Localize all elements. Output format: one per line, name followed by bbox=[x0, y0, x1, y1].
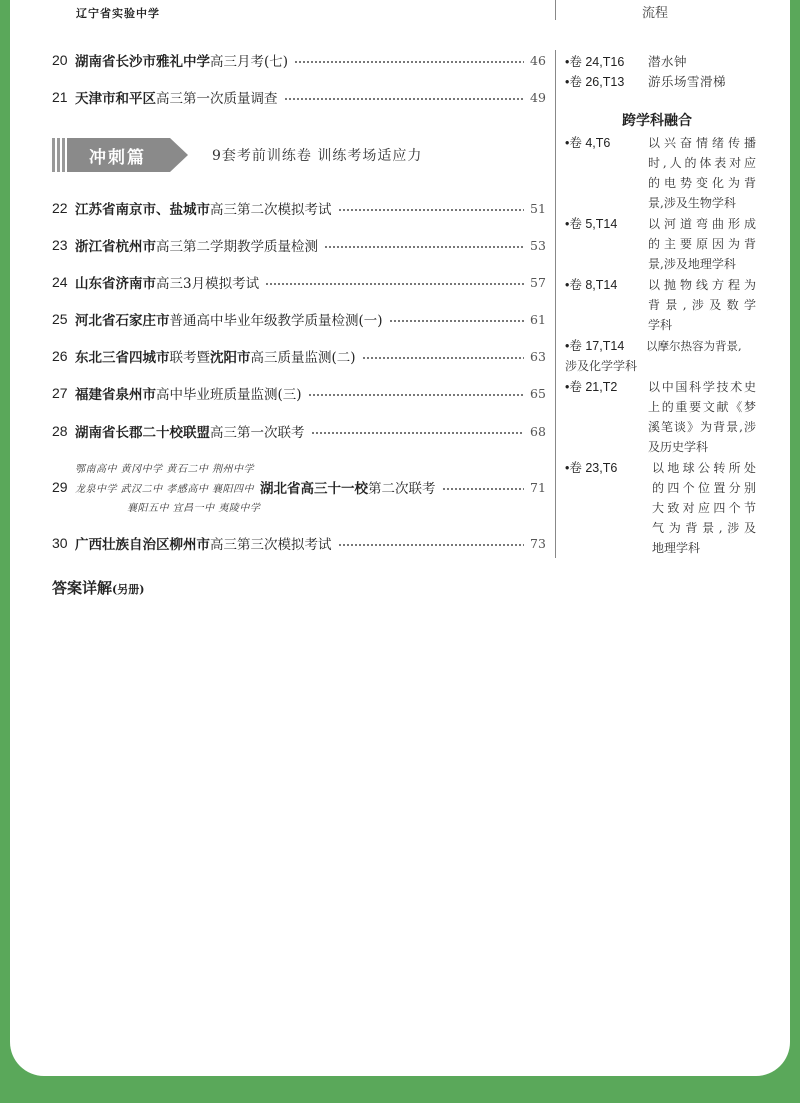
leader-dots bbox=[308, 394, 524, 396]
desc-line: 及历史学科 bbox=[648, 440, 709, 454]
toc-entry-25[interactable] bbox=[52, 309, 544, 329]
entry-title: 高中毕业班质量监测(三) bbox=[156, 387, 302, 403]
desc-line: 景,涉及地理学科 bbox=[648, 257, 736, 271]
entry-page: 46 bbox=[530, 52, 546, 68]
ref-label: •卷 26,T13 bbox=[565, 75, 625, 89]
entry-title: 普通高中毕业年级教学质量检测(一) bbox=[169, 313, 383, 329]
entry-region: 湖北省高三十一校 bbox=[260, 481, 369, 497]
desc-line: 涉及化学学科 bbox=[565, 359, 638, 373]
ref-desc bbox=[646, 336, 758, 356]
entry-region: 福建省泉州市 bbox=[75, 387, 156, 403]
divider-top bbox=[555, 0, 556, 20]
answer-details[interactable] bbox=[52, 577, 144, 598]
toc-entry-28[interactable] bbox=[52, 421, 544, 441]
entry-number: 29 bbox=[52, 479, 68, 495]
ref-label: •卷 8,T14 bbox=[565, 278, 618, 292]
toc-entry-26[interactable] bbox=[52, 346, 544, 366]
desc-line: 以兴奋情绪传播 bbox=[648, 136, 756, 150]
ref-desc bbox=[648, 275, 756, 335]
column-divider bbox=[555, 50, 556, 558]
school-list-line-1: 鄂南高中 黄冈中学 黄石二中 荆州中学 bbox=[75, 464, 255, 475]
desc-line: 以地球公转所处 bbox=[652, 461, 756, 475]
desc-line: 的四个位置分别 bbox=[652, 481, 756, 495]
leader-dots bbox=[294, 61, 524, 63]
toc-entry-27[interactable] bbox=[52, 383, 544, 403]
leader-dots bbox=[324, 246, 524, 248]
banner-arrow bbox=[170, 138, 188, 172]
entry-page: 49 bbox=[530, 89, 546, 105]
entry-title-2: 高三质量监测(二) bbox=[250, 350, 356, 366]
entry-region: 东北三省四城市 bbox=[75, 350, 170, 366]
entry-title: 第二次联考 bbox=[368, 481, 436, 497]
entry-number: 30 bbox=[52, 535, 68, 551]
ref-label: •卷 23,T6 bbox=[565, 461, 618, 475]
desc-line: 大致对应四个节 bbox=[652, 501, 756, 515]
entry-number: 20 bbox=[52, 52, 68, 68]
cross-discipline-heading: 跨学科融合 bbox=[622, 113, 692, 129]
ref-label: •卷 5,T14 bbox=[565, 217, 618, 231]
entry-title: 高三第三次模拟考试 bbox=[210, 537, 332, 553]
entry-region: 山东省济南市 bbox=[75, 276, 156, 292]
entry-region: 河北省石家庄市 bbox=[75, 313, 170, 329]
leader-dots bbox=[265, 283, 524, 285]
toc-entry-21[interactable] bbox=[52, 87, 544, 107]
entry-page: 65 bbox=[530, 385, 546, 401]
leader-dots bbox=[362, 357, 524, 359]
desc-line: 气为背景,涉及 bbox=[652, 521, 756, 535]
leader-dots bbox=[338, 544, 525, 546]
desc-line: 以中国科学技术史 bbox=[648, 380, 756, 394]
desc-line: 景,涉及生物学科 bbox=[648, 196, 736, 210]
desc-line: 溪笔谈》为背景,涉 bbox=[648, 420, 756, 434]
desc-line: 的主要原因为背 bbox=[648, 237, 756, 251]
right-item bbox=[565, 52, 687, 70]
entry-title: 高三月考(七) bbox=[210, 54, 289, 70]
entry-number: 22 bbox=[52, 200, 68, 216]
header-school: 辽宁省实验中学 bbox=[76, 7, 160, 20]
leader-dots bbox=[389, 320, 524, 322]
entry-number: 21 bbox=[52, 89, 68, 105]
desc-line: 的电势变化为背 bbox=[648, 176, 756, 190]
ref-label: •卷 21,T2 bbox=[565, 380, 618, 394]
entry-title: 高三第二次模拟考试 bbox=[210, 202, 332, 218]
entry-title: 高三3月模拟考试 bbox=[156, 276, 260, 292]
entry-region: 湖南省长郡二十校联盟 bbox=[75, 425, 210, 441]
toc-entry-20[interactable] bbox=[52, 50, 544, 70]
toc-entry-30[interactable] bbox=[52, 533, 544, 553]
entry-region: 浙江省杭州市 bbox=[75, 239, 156, 255]
ref-label: •卷 4,T6 bbox=[565, 136, 611, 150]
ref-desc: 潜水钟 bbox=[648, 54, 688, 69]
answer-note: (另册) bbox=[112, 583, 145, 596]
entry-region: 天津市和平区 bbox=[75, 91, 156, 107]
desc-line: 以抛物线方程为 bbox=[648, 278, 756, 292]
entry-title: 高三第二学期教学质量检测 bbox=[156, 239, 318, 255]
leader-dots bbox=[284, 98, 525, 100]
school-list-line-2: 龙泉中学 武汉二中 孝感高中 襄阳四中 bbox=[75, 483, 255, 495]
sprint-section-banner bbox=[52, 138, 422, 172]
answer-title: 答案详解 bbox=[52, 579, 113, 597]
entry-page: 51 bbox=[530, 200, 546, 216]
desc-line: 以摩尔热容为背景, bbox=[646, 339, 742, 353]
toc-entry-23[interactable] bbox=[52, 235, 544, 255]
leader-dots bbox=[338, 209, 525, 211]
desc-line: 学科 bbox=[648, 318, 673, 332]
toc-entry-24[interactable] bbox=[52, 272, 544, 292]
school-list-line-3: 襄阳五中 宜昌一中 夷陵中学 bbox=[127, 503, 261, 514]
entry-title: 高三第一次质量调查 bbox=[156, 91, 278, 107]
right-item bbox=[565, 72, 726, 90]
entry-number: 25 bbox=[52, 311, 68, 327]
entry-number: 24 bbox=[52, 274, 68, 290]
entry-page: 57 bbox=[530, 274, 546, 290]
desc-line: 时,人的体表对应 bbox=[648, 156, 756, 170]
entry-number: 28 bbox=[52, 423, 68, 439]
entry-page: 61 bbox=[530, 311, 546, 327]
desc-line: 以河道弯曲形成 bbox=[648, 217, 756, 231]
entry-title: 高三第一次联考 bbox=[210, 425, 305, 441]
desc-line: 地理学科 bbox=[652, 541, 701, 555]
sprint-subtitle: 9套考前训练卷 训练考场适应力 bbox=[212, 148, 423, 164]
leader-dots bbox=[442, 488, 524, 490]
entry-number: 27 bbox=[52, 385, 68, 401]
entry-number: 26 bbox=[52, 348, 68, 364]
toc-entry-22[interactable] bbox=[52, 198, 544, 218]
ref-desc: 游乐场雪滑梯 bbox=[648, 74, 727, 89]
ref-desc bbox=[648, 214, 756, 274]
entry-page: 73 bbox=[530, 535, 546, 551]
entry-page: 68 bbox=[530, 423, 546, 439]
entry-region: 江苏省南京市、盐城市 bbox=[75, 202, 210, 218]
desc-line: 背景,涉及数学 bbox=[648, 298, 756, 312]
ref-desc bbox=[652, 458, 756, 558]
entry-page: 71 bbox=[530, 479, 546, 495]
banner-bars bbox=[52, 138, 67, 172]
ref-desc bbox=[648, 377, 756, 457]
entry-number: 23 bbox=[52, 237, 68, 253]
ref-label: •卷 17,T14 bbox=[565, 339, 625, 353]
ref-label: •卷 24,T16 bbox=[565, 55, 625, 69]
ref-desc bbox=[648, 133, 756, 213]
entry-region: 湖南省长沙市雅礼中学 bbox=[75, 54, 210, 70]
header-right-text: 流程 bbox=[642, 6, 669, 21]
entry-page: 53 bbox=[530, 237, 546, 253]
entry-page: 63 bbox=[530, 348, 546, 364]
desc-line: 上的重要文献《梦 bbox=[648, 400, 756, 414]
sprint-label: 冲刺篇 bbox=[67, 138, 170, 172]
entry-region: 广西壮族自治区柳州市 bbox=[75, 537, 210, 553]
entry-region-2: 沈阳市 bbox=[210, 350, 251, 366]
leader-dots bbox=[311, 432, 525, 434]
entry-title: 联考暨 bbox=[169, 350, 210, 366]
toc-entry-29[interactable] bbox=[52, 477, 544, 497]
